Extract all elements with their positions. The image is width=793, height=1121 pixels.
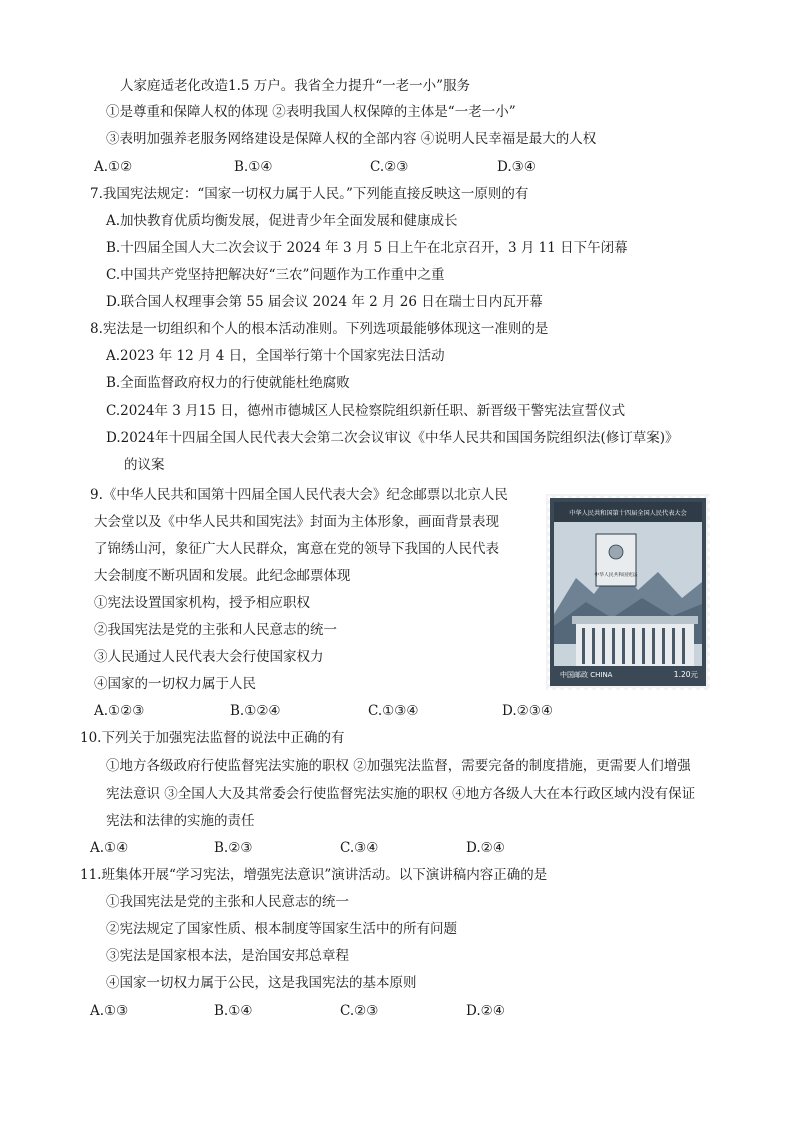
stamp-national-emblem-icon bbox=[609, 545, 623, 559]
q7-stem: 7.我国宪法规定：“国家一切权力属于人民。”下列能直接反映这一原则的有 bbox=[90, 186, 529, 202]
q8-stem: 8.宪法是一切组织和个人的根本活动准则。下列选项最能够体现这一准则的是 bbox=[90, 321, 549, 337]
q8-choice-c: C.2024年 3 月15 日，德州市德城区人民检察院组织新任职、新晋级干警宪法宣誓仪式 bbox=[106, 403, 626, 419]
stamp-hall-roof bbox=[572, 616, 698, 624]
q6-option-a: A.①② bbox=[94, 159, 133, 175]
q9-item-3: ③人民通过人民代表大会行使国家权力 bbox=[94, 649, 324, 665]
q10-items-line-2: 宪法意识 ③全国人大及其常委会行使监督宪法实施的职权 ④地方各级人大在本行政区域内没有保证 bbox=[106, 786, 696, 802]
q11-option-d: D.②④ bbox=[466, 1003, 505, 1019]
q8-choice-d: D.2024年十四届全国人民代表大会第二次会议审议《中华人民共和国国务院组织法(修订草案)》 bbox=[106, 430, 679, 446]
q9-option-c: C.①③④ bbox=[368, 703, 419, 719]
q10-option-a: A.①④ bbox=[90, 840, 129, 856]
q6-item-line-2: ③表明加强养老服务网络建设是保障人权的全部内容 ④说明人民幸福是最大的人权 bbox=[106, 131, 597, 147]
q6-option-d: D.③④ bbox=[497, 159, 536, 175]
q9-stem-line-4: 大会制度不断巩固和发展。此纪念邮票体现 bbox=[94, 568, 351, 584]
commemorative-stamp-image bbox=[546, 494, 710, 690]
q6-option-b: B.①④ bbox=[234, 159, 273, 175]
q11-stem: 11.班集体开展“学习宪法，增强宪法意识”演讲活动。以下演讲稿内容正确的是 bbox=[80, 867, 548, 883]
q8-choice-a: A.2023 年 12 月 4 日，全国举行第十个国家宪法日活动 bbox=[106, 348, 445, 364]
stamp-constitution-book bbox=[596, 534, 636, 586]
q11-option-b: B.①④ bbox=[214, 1003, 253, 1019]
q7-choice-c: C.中国共产党坚持把解决好“三农”问题作为工作重中之重 bbox=[106, 267, 445, 283]
q7-choice-a: A.加快教育优质均衡发展，促进青少年全面发展和健康成长 bbox=[106, 213, 458, 229]
stamp-banner-text: 中华人民共和国第十四届全国人民代表大会 bbox=[569, 510, 687, 517]
q11-item-2: ②宪法规定了国家性质、根本制度等国家生活中的所有问题 bbox=[106, 921, 457, 937]
q9-stem-line-2: 大会堂以及《中华人民共和国宪法》封面为主体形象，画面背景表现 bbox=[94, 514, 499, 530]
q11-item-4: ④国家一切权力属于公民，这是我国宪法的基本原则 bbox=[106, 975, 417, 991]
q11-option-c: C.②③ bbox=[340, 1003, 379, 1019]
q11-option-a: A.①③ bbox=[90, 1003, 129, 1019]
stamp-country-text: 中国邮政 CHINA bbox=[560, 671, 613, 679]
q9-option-a: A.①②③ bbox=[94, 703, 145, 719]
q10-option-b: B.②③ bbox=[214, 840, 253, 856]
stamp-value-text: 1.20元 bbox=[673, 670, 698, 679]
q10-items-line-3: 宪法和法律的实施的责任 bbox=[106, 813, 255, 829]
q9-option-b: B.①②④ bbox=[230, 703, 281, 719]
q9-item-4: ④国家的一切权力属于人民 bbox=[94, 676, 256, 692]
q10-stem: 10.下列关于加强宪法监督的说法中正确的有 bbox=[80, 730, 345, 746]
q10-items-line-1: ①地方各级政府行使监督宪法实施的职权 ②加强宪法监督，需要完备的制度措施，更需要人们增强 bbox=[106, 758, 691, 774]
stamp-book-title: 中华人民共和国宪法 bbox=[594, 573, 638, 578]
q9-stem-line-3: 了锦绣山河，象征广大人民群众，寓意在党的领导下我国的人民代表 bbox=[94, 541, 499, 557]
q9-stem-line-1: 9.《中华人民共和国第十四届全国人民代表大会》纪念邮票以北京人民 bbox=[90, 487, 508, 503]
q7-choice-b: B.十四届全国人大二次会议于 2024 年 3 月 5 日上午在北京召开，3 月 11 日下午闭幕 bbox=[106, 240, 628, 256]
q9-item-1: ①宪法设置国家机构，授予相应职权 bbox=[94, 595, 310, 611]
q9-option-d: D.②③④ bbox=[502, 703, 553, 719]
q11-item-3: ③宪法是国家根本法，是治国安邦总章程 bbox=[106, 948, 349, 964]
q6-option-c: C.②③ bbox=[370, 159, 409, 175]
q7-choice-d: D.联合国人权理事会第 55 届会议 2024 年 2 月 26 日在瑞士日内瓦开幕 bbox=[106, 294, 543, 310]
q10-option-d: D.②④ bbox=[466, 840, 505, 856]
q8-choice-b: B.全面监督政府权力的行使就能杜绝腐败 bbox=[106, 375, 350, 391]
q11-item-1: ①我国宪法是党的主张和人民意志的统一 bbox=[106, 894, 349, 910]
q8-choice-d-continued: 的议案 bbox=[124, 457, 165, 473]
q9-item-2: ②我国宪法是党的主张和人民意志的统一 bbox=[94, 622, 337, 638]
q10-option-c: C.③④ bbox=[340, 840, 379, 856]
q6-item-line-1: ①是尊重和保障人权的体现 ②表明我国人权保障的主体是“一老一小” bbox=[106, 104, 516, 120]
q6-stem-tail: 人家庭适老化改造1.5 万户。我省全力提升“一老一小”服务 bbox=[120, 78, 471, 94]
